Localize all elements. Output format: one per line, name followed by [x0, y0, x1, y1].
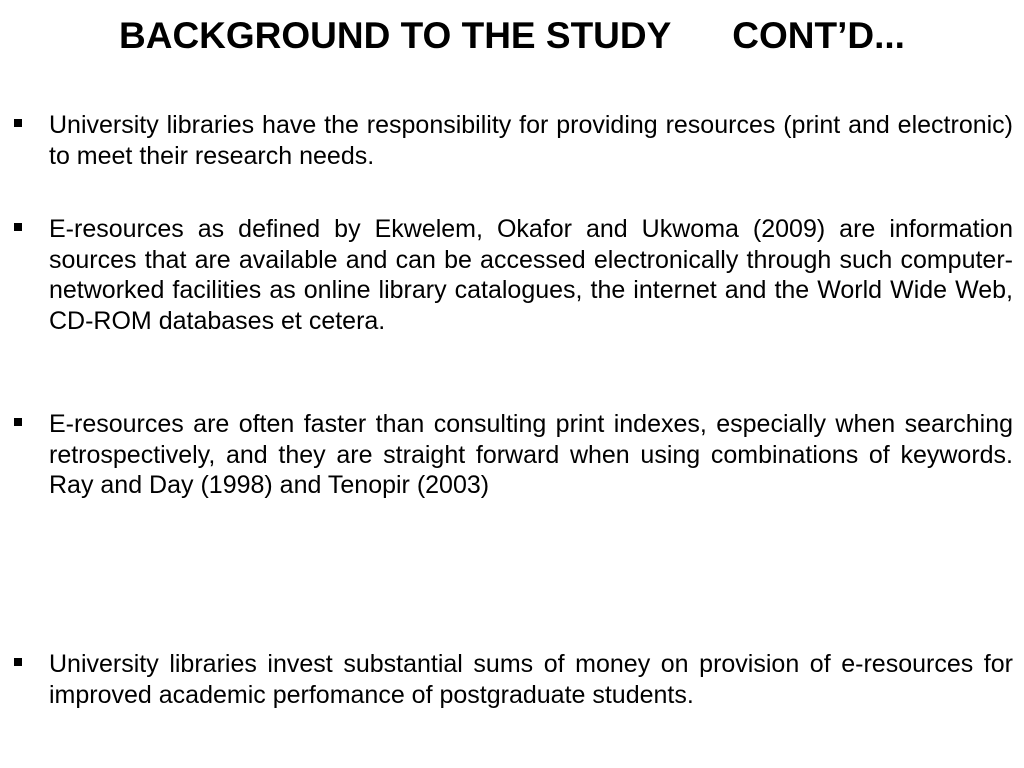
square-bullet-icon	[14, 119, 22, 127]
bullet-text: E-resources are often faster than consulting print indexes, especially when searching retrospectively, and they are straight forward when using combinations of keywords. Ray and Day (1998) and Tenopir (2003)	[49, 410, 1013, 499]
bullet-text: E-resources as defined by Ekwelem, Okafor and Ukwoma (2009) are information sources that are available and can be accessed electronically through such computer-networked facilities as online library catalogues, the internet and the World Wide Web, CD-ROM databases et cetera.	[49, 215, 1013, 335]
bullet-text: University libraries have the responsibility for providing resources (print and electronic) to meet their research needs.	[49, 111, 1013, 170]
square-bullet-icon	[14, 223, 22, 231]
bullet-text: University libraries invest substantial sums of money on provision of e-resources for improved academic perfomance of postgraduate students.	[49, 650, 1013, 709]
square-bullet-icon	[14, 418, 22, 426]
square-bullet-icon	[14, 658, 22, 666]
slide-title: BACKGROUND TO THE STUDY CONT’D...	[119, 15, 905, 56]
